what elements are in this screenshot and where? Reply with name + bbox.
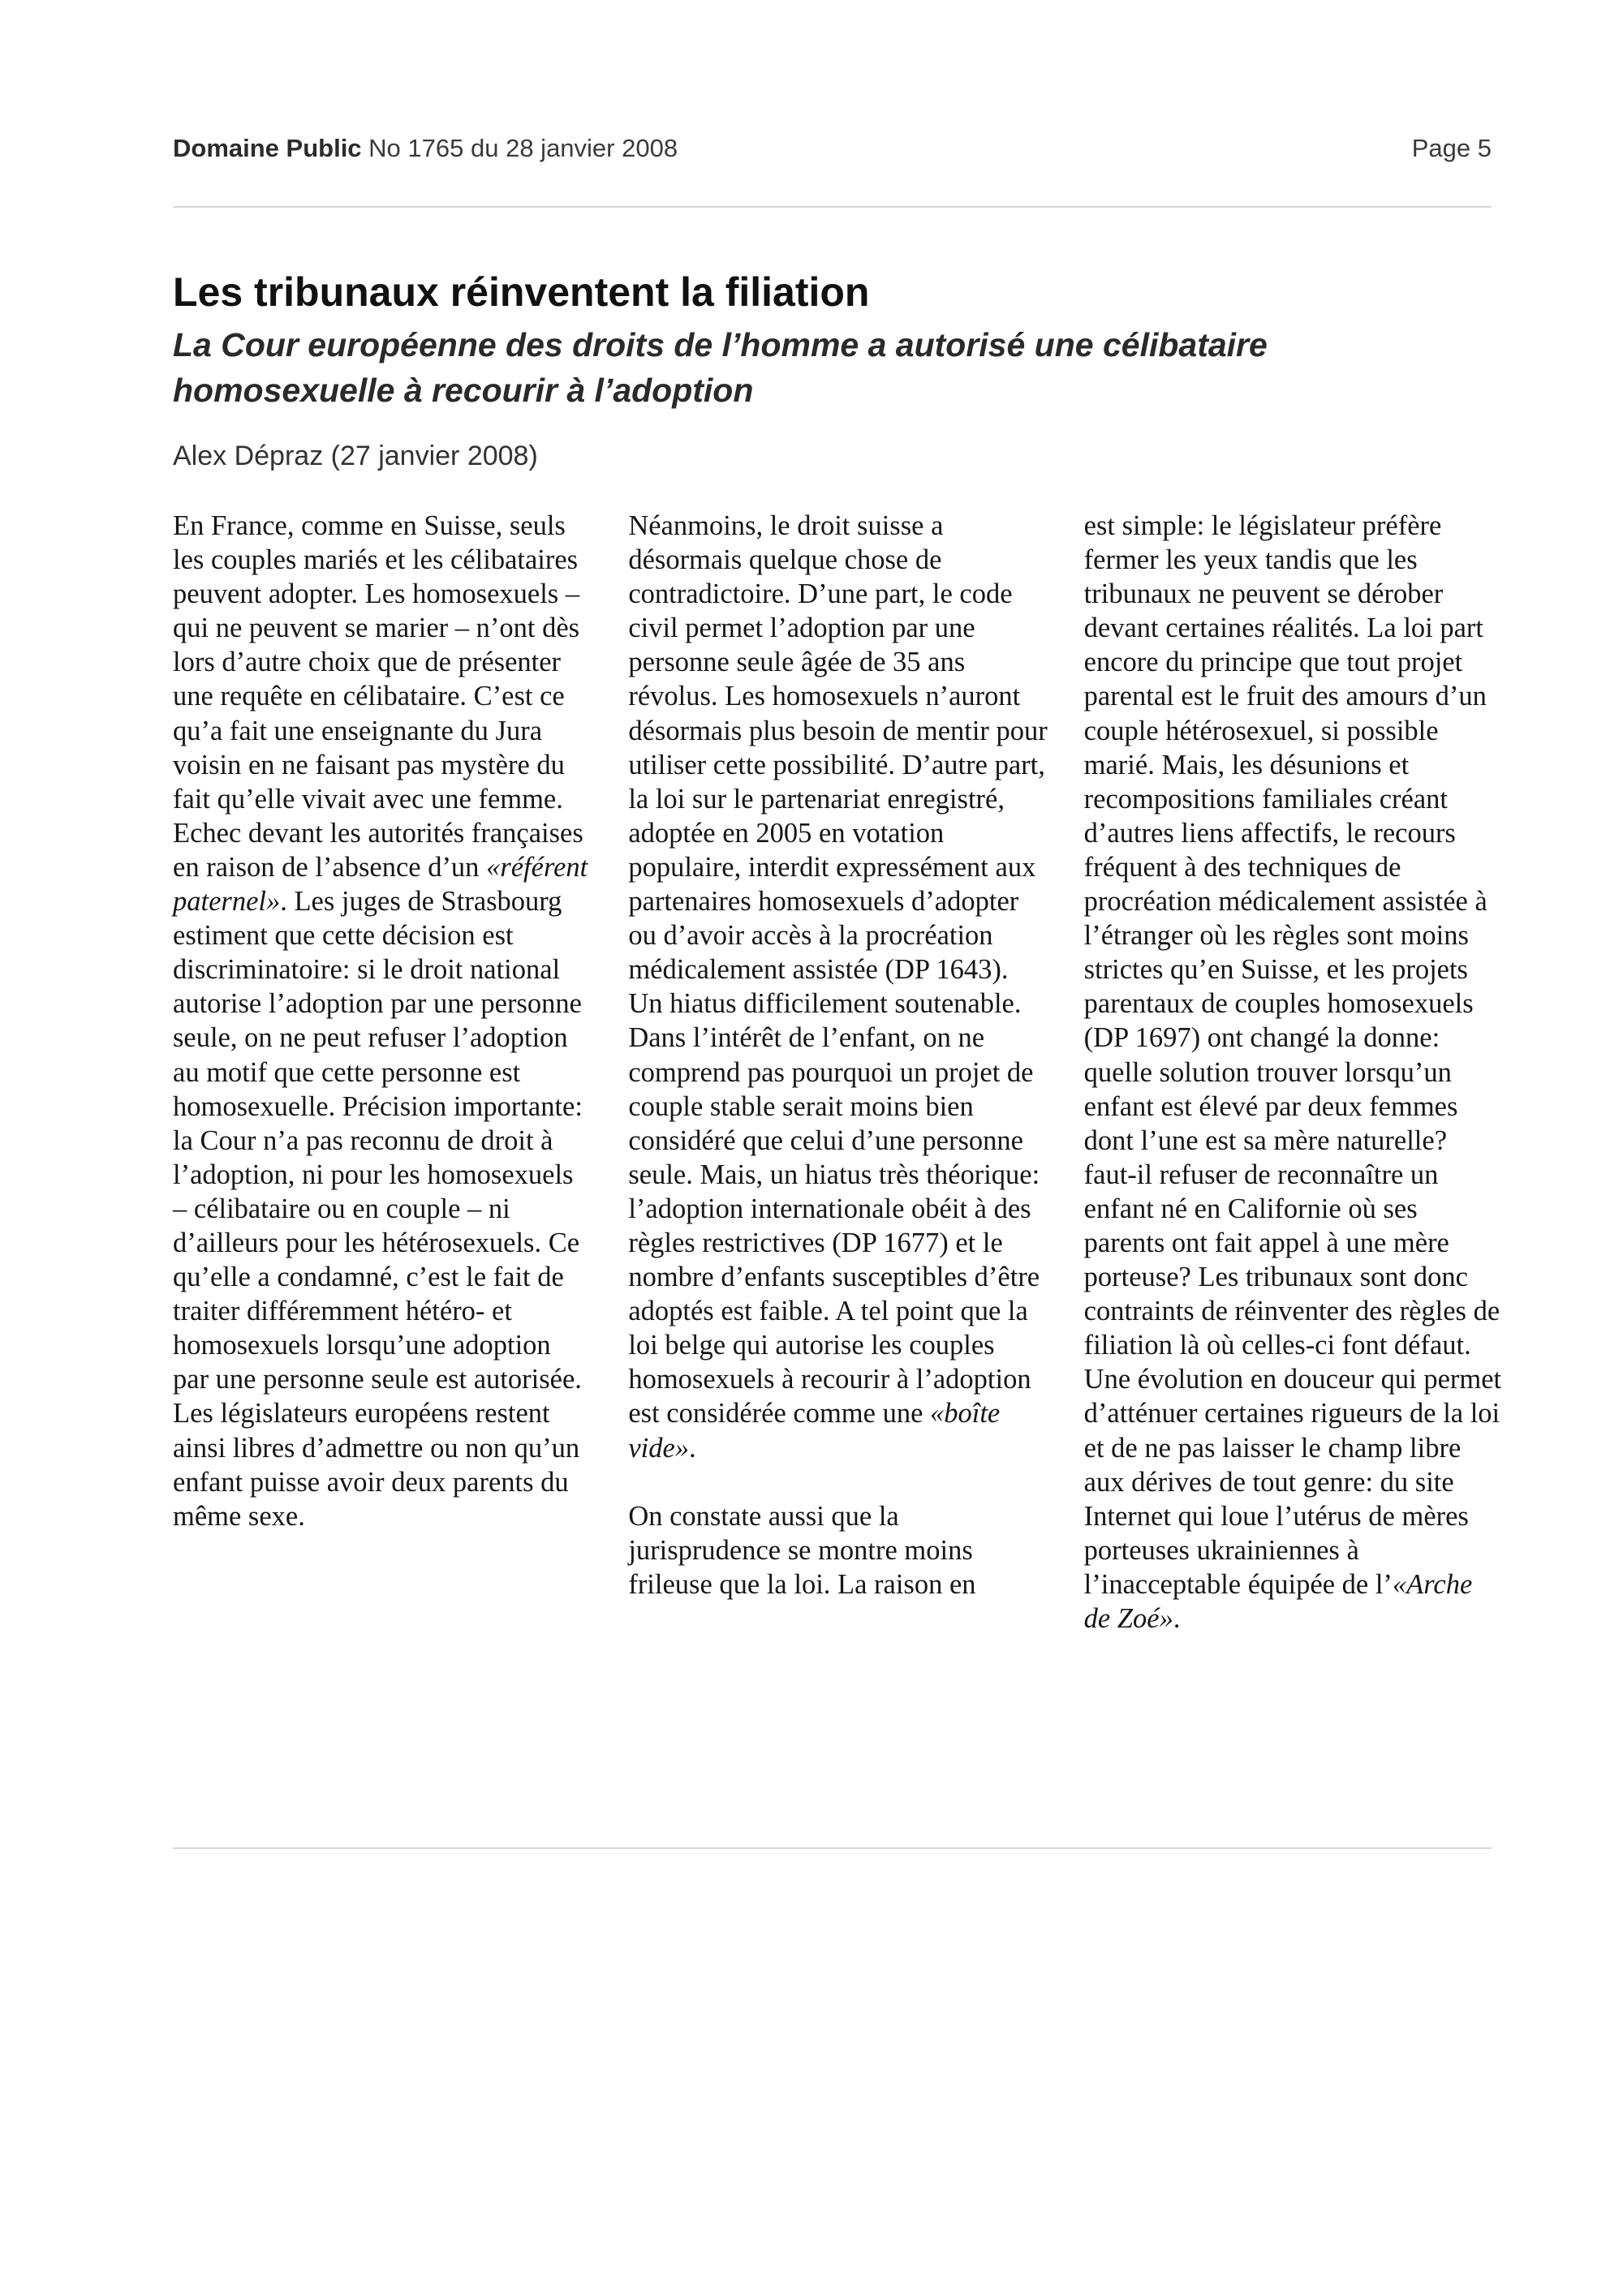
paragraph-text: On constate aussi que la jurisprudence se montre moins frileuse que la loi. La raison en xyxy=(628,1500,976,1600)
issue-info: No 1765 du 28 janvier 2008 xyxy=(368,134,678,162)
publication-name: Domaine Public xyxy=(173,134,362,162)
paragraph-text: . Les juges de Strasbourg estiment que cette décision est discriminatoire: si le droit national autorise l’adoption par une personne seule, on ne peut refuser l’adoption au motif que cette personne est homosexuelle. Précision importante: la Cour n’a pas reconnu de droit à l’adoption, ni pour les homosexuels – célibataire ou en couple – ni d’ailleurs pour les hétérosexuels. Ce qu’elle a condamné, c’est le fait de traiter différemment hétéro- et homosexuels lorsqu’une adoption par une personne seule est autorisée. Les législateurs européens restent ainsi libres d’admettre ou non qu’un enfant puisse avoir deux parents du même sexe. xyxy=(173,886,583,1532)
quoted-term: «boîte vide» xyxy=(628,1398,1001,1464)
paragraph xyxy=(628,1499,1048,1602)
header-divider xyxy=(173,206,1492,208)
article-subtitle: La Cour européenne des droits de l’homme a autorisé une célibataire homosexuelle à recourir à l’adoption xyxy=(173,326,1268,409)
quoted-term: «référent paternel» xyxy=(173,851,588,918)
text-column-3 xyxy=(1084,509,1504,1807)
paragraph-text: est simple: le législateur préfère fermer les yeux tandis que les tribunaux ne peuvent se dérober devant certaines réalités. La loi part encore du principe que tout projet parental est le fruit des amours d’un couple hétérosexuel, si possible marié. Mais, les désunions et recompositions familiales créant d’autres liens affectifs, le recours fréquent à des techniques de procréation médicalement assistée à l’étranger où les règles sont moins strictes qu’en Suisse, et les projets parentaux de couples homosexuels (DP 1697) ont changé la donne: quelle solution trouver lorsqu’un enfant est élevé par deux femmes dont l’une est sa mère naturelle? faut-il refuser de reconnaître un enfant né en Californie où ses parents ont fait appel à une mère porteuse? Les tribunaux sont donc contraints de réinventer des règles de filiation là où celles-ci font défaut. Une évolution en douceur qui permet d’atténuer certaines rigueurs de la loi et de ne pas laisser le champ libre aux dérives de tout genre: du site Internet qui loue l’utérus de mères porteuses ukrainiennes à l’inacceptable équipée de l’ xyxy=(1083,510,1502,1600)
paragraph-text: En France, comme en Suisse, seuls les couples mariés et les célibataires peuvent adopter. Les homosexuels – qui ne peuvent se marier – n’ont dès lors d’autre choix que de présenter une requête en célibataire. C’est ce qu’a fait une enseignante du Jura voisin en ne faisant pas mystère du fait qu’elle vivait avec une femme. Echec devant les autorités françaises en raison de l’absence d’un xyxy=(173,510,583,883)
article-byline: Alex Dépraz (27 janvier 2008) xyxy=(173,441,538,471)
footer-divider xyxy=(173,1847,1492,1849)
paragraph-text: Néanmoins, le droit suisse a désormais quelque chose de contradictoire. D’une part, le code civil permet l’adoption par une personne seule âgée de 35 ans révolus. Les homosexuels n’auront désormais plus besoin de mentir pour utiliser cette possibilité. D’autre part, la loi sur le partenariat enregistré, adoptée en 2005 en votation populaire, interdit expressément aux partenaires homosexuels d’adopter ou d’avoir accès à la procréation médicalement assistée (DP 1643). Un hiatus difficilement soutenable. Dans l’intérêt de l’enfant, on ne comprend pas pourquoi un projet de couple stable serait moins bien considéré que celui d’une personne seule. Mais, un hiatus très théorique: l’adoption internationale obéit à des règles restrictives (DP 1677) et le nombre d’enfants susceptibles d’être adoptés est faible. A tel point que la loi belge qui autorise les couples homosexuels à recourir à l’adoption est considérée comme une xyxy=(628,510,1048,1430)
paragraph xyxy=(1084,509,1504,1636)
page-header xyxy=(173,134,1492,170)
text-column-1 xyxy=(173,509,592,1807)
article-title: Les tribunaux réinventent la filiation xyxy=(173,269,870,315)
page-number: Page 5 xyxy=(1411,134,1492,162)
paragraph xyxy=(628,509,1048,1465)
paragraph xyxy=(173,509,592,1533)
quoted-term: «Arche de Zoé» xyxy=(1083,1568,1473,1634)
text-column-2 xyxy=(628,509,1048,1807)
paragraph-text: . xyxy=(689,1432,696,1464)
article-body xyxy=(173,509,1504,1807)
paragraph-text: . xyxy=(1173,1603,1181,1634)
